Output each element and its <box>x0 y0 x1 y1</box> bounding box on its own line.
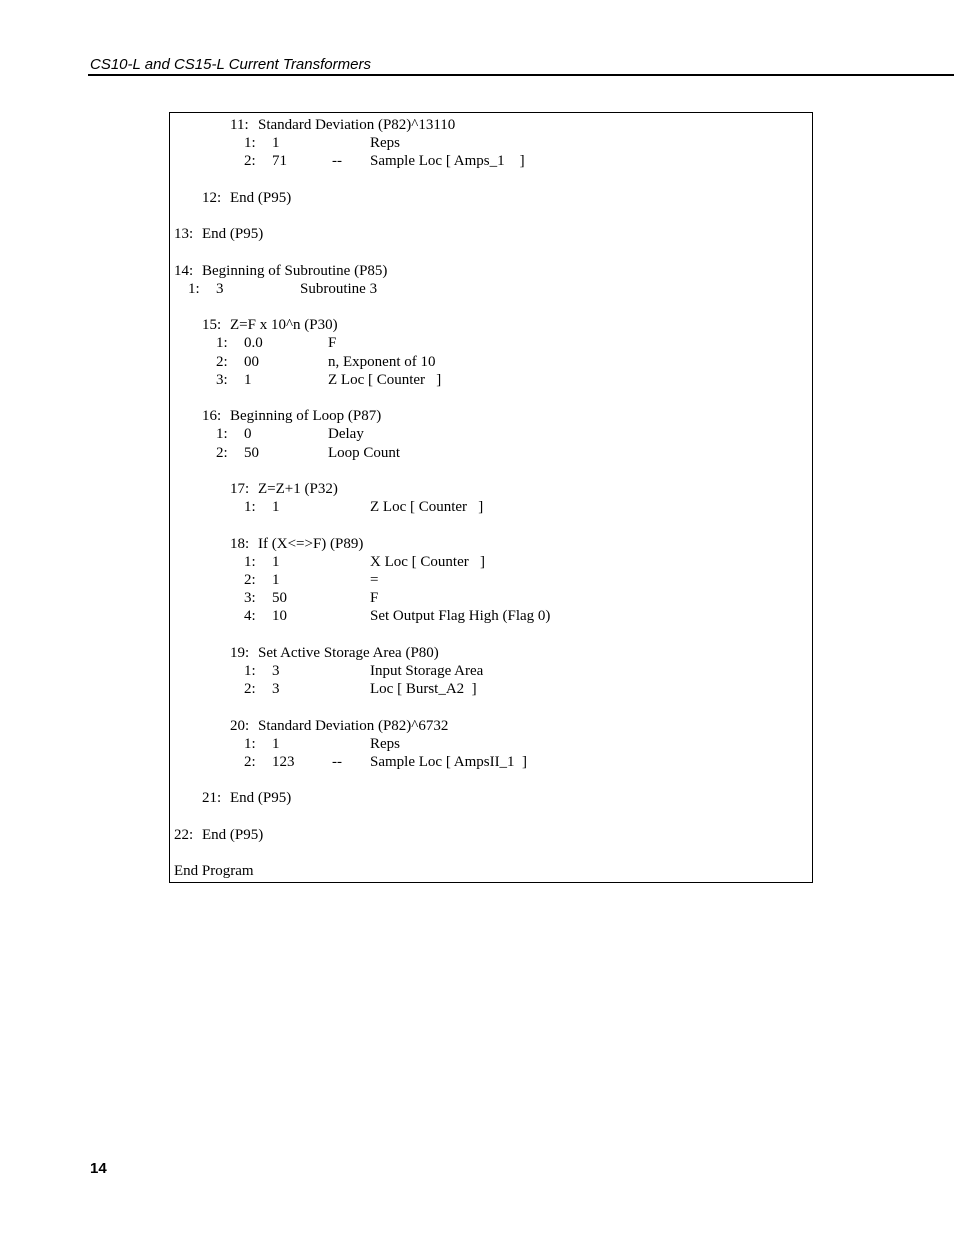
parameter-number: 2: <box>216 353 228 370</box>
parameter-value: 1 <box>272 553 280 570</box>
instruction-number: 18: <box>230 535 250 552</box>
parameter-label: F <box>328 335 337 352</box>
parameter-value: 50 <box>272 590 287 607</box>
instruction-text: End (P95) <box>230 790 292 807</box>
parameter-value: 1 <box>272 572 280 588</box>
parameter-value: 10 <box>272 608 287 625</box>
parameter-value: 3 <box>216 280 224 297</box>
parameter-label: Sample Loc [ AmpsII_1 ] <box>370 754 528 770</box>
instruction-number: 15: <box>202 317 222 334</box>
parameter-label: F <box>370 590 379 607</box>
parameter-value: 71 <box>272 153 287 170</box>
instruction-number: 12: <box>202 189 222 206</box>
parameter-number: 1: <box>244 553 256 570</box>
instruction-text: Set Active Storage Area (P80) <box>258 644 439 661</box>
instruction-number: 13: <box>174 226 194 243</box>
page-number: 14 <box>90 1160 107 1177</box>
parameter-number: 2: <box>244 681 256 698</box>
parameter-value: 0 <box>244 426 252 443</box>
parameter-number: 1: <box>216 426 228 443</box>
page-header-title: CS10-L and CS15-L Current Transformers <box>90 56 371 73</box>
parameter-value: 1 <box>272 135 280 152</box>
instruction-text: Beginning of Subroutine (P85) <box>202 262 388 279</box>
header-rule <box>88 74 954 76</box>
parameter-label: Set Output Flag High (Flag 0) <box>370 608 551 625</box>
instruction-number: 16: <box>202 408 222 425</box>
instruction-text: Standard Deviation (P82)^13110 <box>258 117 456 133</box>
parameter-value: 0.0 <box>244 335 263 352</box>
parameter-dash: -- <box>332 754 342 770</box>
parameter-label: Sample Loc [ Amps_1 ] <box>370 153 525 170</box>
program-listing-box <box>169 112 813 883</box>
instruction-number: 14: <box>174 262 194 279</box>
instruction-number: 19: <box>230 644 250 661</box>
instruction-text: Standard Deviation (P82)^6732 <box>258 717 449 734</box>
parameter-label: Z Loc [ Counter ] <box>370 499 484 516</box>
program-end-text: End Program <box>174 863 254 880</box>
parameter-number: 2: <box>244 754 256 770</box>
instruction-text: End (P95) <box>202 826 264 843</box>
parameter-label: Loop Count <box>328 444 401 461</box>
parameter-label: Subroutine 3 <box>300 280 378 297</box>
parameter-number: 1: <box>244 499 256 516</box>
instruction-text: Z=Z+1 (P32) <box>258 481 338 497</box>
parameter-label: Reps <box>370 735 400 752</box>
instruction-number: 22: <box>174 826 194 843</box>
instruction-number: 20: <box>230 717 250 734</box>
parameter-label: n, Exponent of 10 <box>328 353 436 370</box>
parameter-value: 3 <box>272 663 280 679</box>
parameter-number: 1: <box>244 135 256 152</box>
parameter-number: 3: <box>244 590 256 607</box>
instruction-number: 21: <box>202 790 222 807</box>
instruction-text: End (P95) <box>202 226 264 243</box>
parameter-number: 1: <box>244 663 256 679</box>
parameter-number: 1: <box>188 280 200 297</box>
instruction-text: End (P95) <box>230 189 292 206</box>
parameter-number: 2: <box>244 572 256 588</box>
parameter-label: = <box>370 572 379 588</box>
parameter-dash: -- <box>332 153 342 170</box>
parameter-number: 2: <box>216 444 228 461</box>
instruction-number: 17: <box>230 481 250 497</box>
parameter-value: 00 <box>244 353 259 370</box>
parameter-value: 123 <box>272 754 295 770</box>
parameter-label: Reps <box>370 135 400 152</box>
parameter-number: 3: <box>216 371 228 388</box>
instruction-text: Z=F x 10^n (P30) <box>230 317 338 334</box>
parameter-number: 4: <box>244 608 256 625</box>
instruction-text: Beginning of Loop (P87) <box>230 408 382 425</box>
instruction-number: 11: <box>230 117 249 133</box>
parameter-label: X Loc [ Counter ] <box>370 553 485 570</box>
parameter-label: Z Loc [ Counter ] <box>328 371 442 388</box>
parameter-value: 50 <box>244 444 259 461</box>
parameter-number: 2: <box>244 153 256 170</box>
parameter-value: 1 <box>272 499 280 516</box>
parameter-number: 1: <box>244 735 256 752</box>
parameter-label: Input Storage Area <box>370 663 484 679</box>
parameter-number: 1: <box>216 335 228 352</box>
parameter-label: Loc [ Burst_A2 ] <box>370 681 477 698</box>
parameter-value: 1 <box>272 735 280 752</box>
parameter-value: 3 <box>272 681 280 698</box>
parameter-label: Delay <box>328 426 364 443</box>
instruction-text: If (X<=>F) (P89) <box>258 535 364 552</box>
parameter-value: 1 <box>244 371 252 388</box>
